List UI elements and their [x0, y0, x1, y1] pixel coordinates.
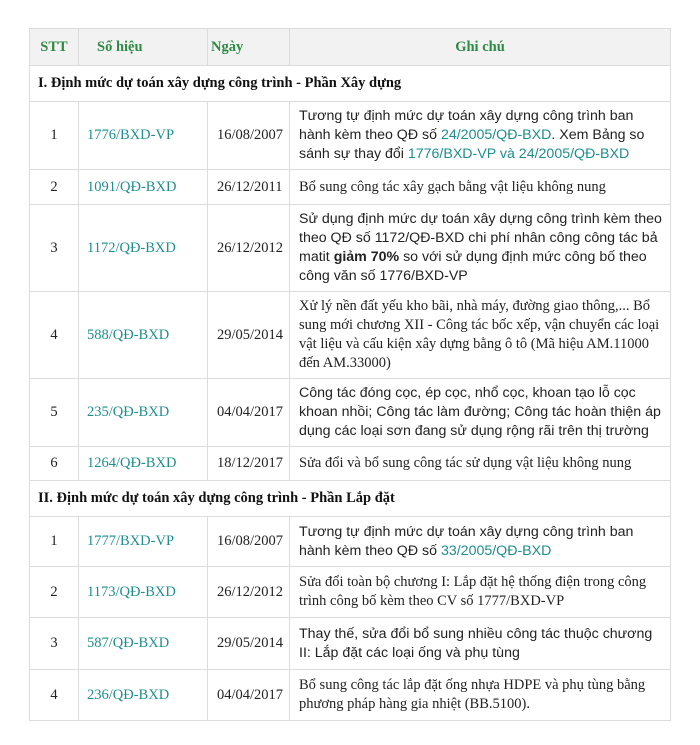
section-row	[30, 481, 671, 517]
row-note: Sửa đổi toàn bộ chương I: Lắp đặt hệ thống điện trong công trình công bố kèm theo CV số 1777/BXD-VP	[290, 567, 671, 618]
norms-table	[29, 28, 671, 721]
section-title: II. Định mức dự toán xây dựng công trình - Phần Lắp đặt	[30, 481, 671, 517]
note-text: Tương tự định mức dự toán xây dựng công trình ban hành kèm theo QĐ số	[299, 523, 634, 559]
row-date: 16/08/2007	[208, 517, 290, 567]
document-link[interactable]: 588/QĐ-BXD	[79, 292, 208, 379]
row-note: Sửa đổi và bổ sung công tác sử dụng vật liệu không nung	[290, 447, 671, 481]
header-so-hieu: Số hiệu	[79, 29, 208, 66]
note-text: Sử dụng định mức dự toán xây dựng công trình kèm theo theo QĐ số 1172/QĐ-BXD chi phí nhân công công tác bả matit	[299, 211, 662, 265]
row-date: 29/05/2014	[208, 292, 290, 379]
row-note	[290, 517, 671, 567]
document-table-container	[29, 28, 670, 721]
table-row	[30, 205, 671, 292]
document-link[interactable]: 1264/QĐ-BXD	[79, 447, 208, 481]
section-title: I. Định mức dự toán xây dựng công trình - Phần Xây dựng	[30, 66, 671, 102]
document-link[interactable]: 236/QĐ-BXD	[79, 670, 208, 721]
row-date: 16/08/2007	[208, 102, 290, 170]
table-row	[30, 670, 671, 721]
row-stt: 3	[30, 205, 79, 292]
row-stt: 6	[30, 447, 79, 481]
row-date: 18/12/2017	[208, 447, 290, 481]
note-bold-text: giảm 70%	[333, 249, 400, 265]
row-date: 29/05/2014	[208, 618, 290, 670]
row-stt: 5	[30, 379, 79, 447]
table-row	[30, 517, 671, 567]
row-date: 04/04/2017	[208, 379, 290, 447]
row-note: Công tác đóng cọc, ép cọc, nhổ cọc, khoan tạo lỗ cọc khoan nhồi; Công tác làm đường; Công tác hoàn thiện áp dụng các loại sơn đang sử dụng rộng rãi trên thị trường	[290, 379, 671, 447]
row-stt: 4	[30, 292, 79, 379]
row-stt: 4	[30, 670, 79, 721]
row-date: 26/12/2011	[208, 170, 290, 205]
row-stt: 3	[30, 618, 79, 670]
document-link[interactable]: 1777/BXD-VP	[79, 517, 208, 567]
note-link[interactable]: 24/2005/QĐ-BXD	[440, 127, 552, 143]
header-stt: STT	[30, 29, 79, 66]
note-link[interactable]: 1776/BXD-VP và 24/2005/QĐ-BXD	[407, 146, 630, 162]
row-note: Bổ sung công tác lắp đặt ống nhựa HDPE và phụ tùng bằng phương pháp hàng gia nhiệt (BB.5100).	[290, 670, 671, 721]
table-row	[30, 170, 671, 205]
table-row	[30, 618, 671, 670]
header-ngay: Ngày	[208, 29, 290, 66]
document-link[interactable]: 1776/BXD-VP	[79, 102, 208, 170]
table-row	[30, 102, 671, 170]
note-text: . Xem Bảng so sánh sự thay đổi	[299, 127, 645, 162]
document-link[interactable]: 587/QĐ-BXD	[79, 618, 208, 670]
row-stt: 2	[30, 567, 79, 618]
row-note: Xử lý nền đất yếu kho bãi, nhà máy, đường giao thông,... Bổ sung mới chương XII - Công tác bốc xếp, vận chuyển các loại vật liệu và cấu kiện xây dựng bằng ô tô (Mã hiệu AM.11000 đến AM.33000)	[290, 292, 671, 379]
table-row	[30, 292, 671, 379]
note-text: Tương tự định mức dự toán xây dựng công trình ban hành kèm theo QĐ số	[299, 108, 634, 143]
document-link[interactable]: 1173/QĐ-BXD	[79, 567, 208, 618]
row-date: 26/12/2012	[208, 567, 290, 618]
note-text: so với sử dụng định mức công bố theo công văn số 1776/BXD-VP	[299, 249, 647, 284]
document-link[interactable]: 235/QĐ-BXD	[79, 379, 208, 447]
row-date: 26/12/2012	[208, 205, 290, 292]
row-note	[290, 205, 671, 292]
table-row	[30, 567, 671, 618]
row-stt: 1	[30, 517, 79, 567]
header-row	[30, 29, 671, 66]
row-note	[290, 102, 671, 170]
row-stt: 2	[30, 170, 79, 205]
row-note: Thay thế, sửa đổi bổ sung nhiều công tác thuộc chương II: Lắp đặt các loại ống và phụ tùng	[290, 618, 671, 670]
note-link[interactable]: 33/2005/QĐ-BXD	[440, 542, 552, 559]
document-link[interactable]: 1091/QĐ-BXD	[79, 170, 208, 205]
table-row	[30, 447, 671, 481]
document-link[interactable]: 1172/QĐ-BXD	[79, 205, 208, 292]
row-stt: 1	[30, 102, 79, 170]
row-note: Bổ sung công tác xây gạch bằng vật liệu không nung	[290, 170, 671, 205]
header-ghi-chu: Ghi chú	[290, 29, 671, 66]
section-row	[30, 66, 671, 102]
table-row	[30, 379, 671, 447]
row-date: 04/04/2017	[208, 670, 290, 721]
